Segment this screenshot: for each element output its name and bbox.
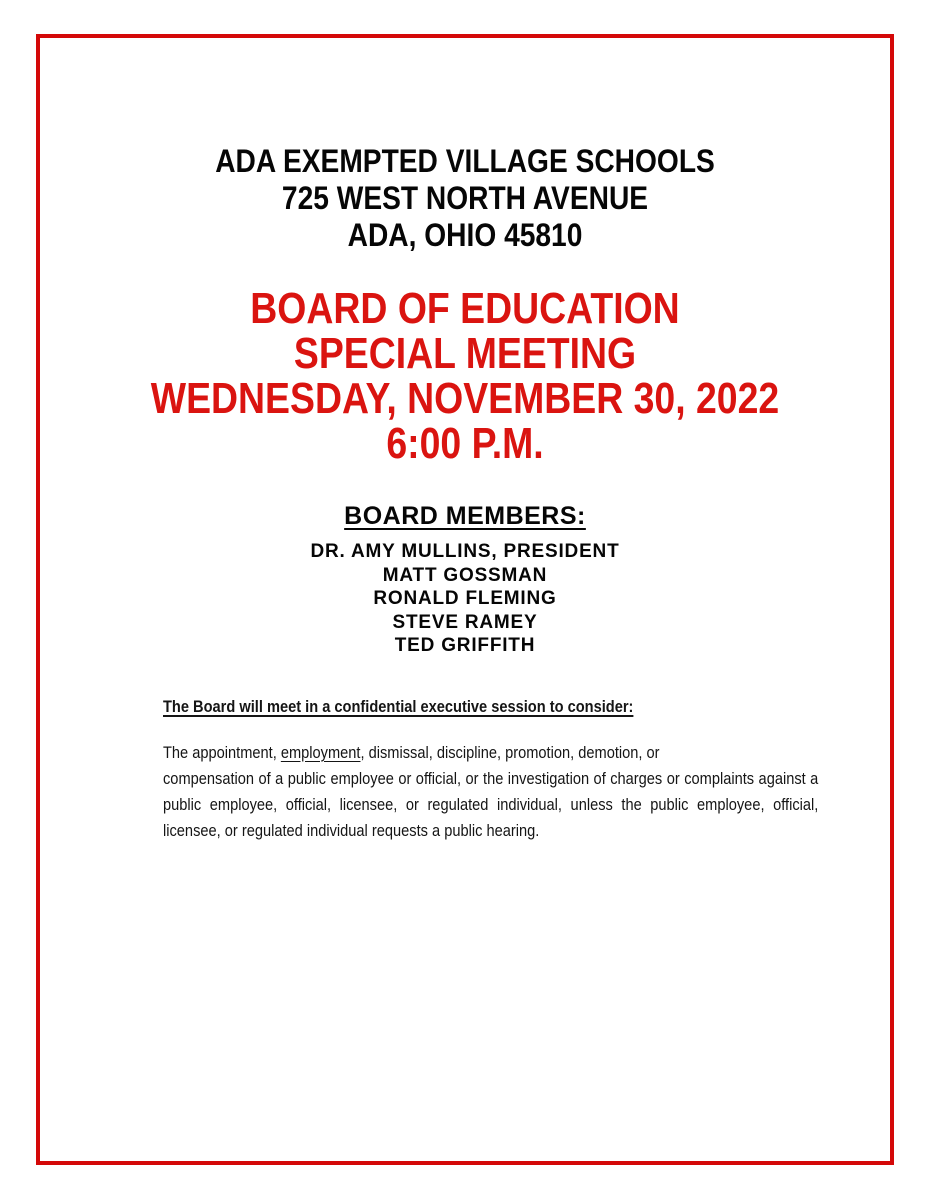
school-city-state-zip: ADA, OHIO 45810 [347,217,583,253]
board-member-name: TED GRIFFITH [394,635,536,656]
school-name: ADA EXEMPTED VILLAGE SCHOOLS [215,143,715,179]
school-address: 725 WEST NORTH AVENUE [281,180,649,216]
executive-session-line1 [163,740,818,766]
line1-underlined-word: employment [280,743,361,762]
board-members-heading [36,502,894,531]
board-member-name: RONALD FLEMING [373,588,557,609]
meeting-date: WEDNESDAY, NOVEMBER 30, 2022 [150,374,780,423]
board-member-name: MATT GOSSMAN [382,564,548,586]
executive-session-paragraph [163,740,818,844]
board-members-heading-text: BOARD MEMBERS: [344,502,586,530]
board-member-name: STEVE RAMEY [392,611,538,633]
executive-session-section [163,696,818,844]
board-members-list [36,540,894,658]
board-member-name: DR. AMY MULLINS, PRESIDENT [310,541,620,562]
executive-session-body: compensation of a public employee or official, or the investigation of charges or complaints against a public employee, official, licensee, or regulated individual, unless the public employee, official, licensee, or regulated individual requests a public hearing. [163,769,819,840]
meeting-time: 6:00 P.M. [386,419,544,468]
line1-after: , dismissal, discipline, promotion, demotion, or [360,743,660,762]
meeting-type: SPECIAL MEETING [293,329,637,378]
school-header [36,143,894,254]
meeting-title [36,286,894,466]
line1-before: The appointment, [163,743,281,762]
meeting-org: BOARD OF EDUCATION [250,284,680,333]
executive-session-heading: The Board will meet in a confidential executive session to consider: [163,697,634,716]
